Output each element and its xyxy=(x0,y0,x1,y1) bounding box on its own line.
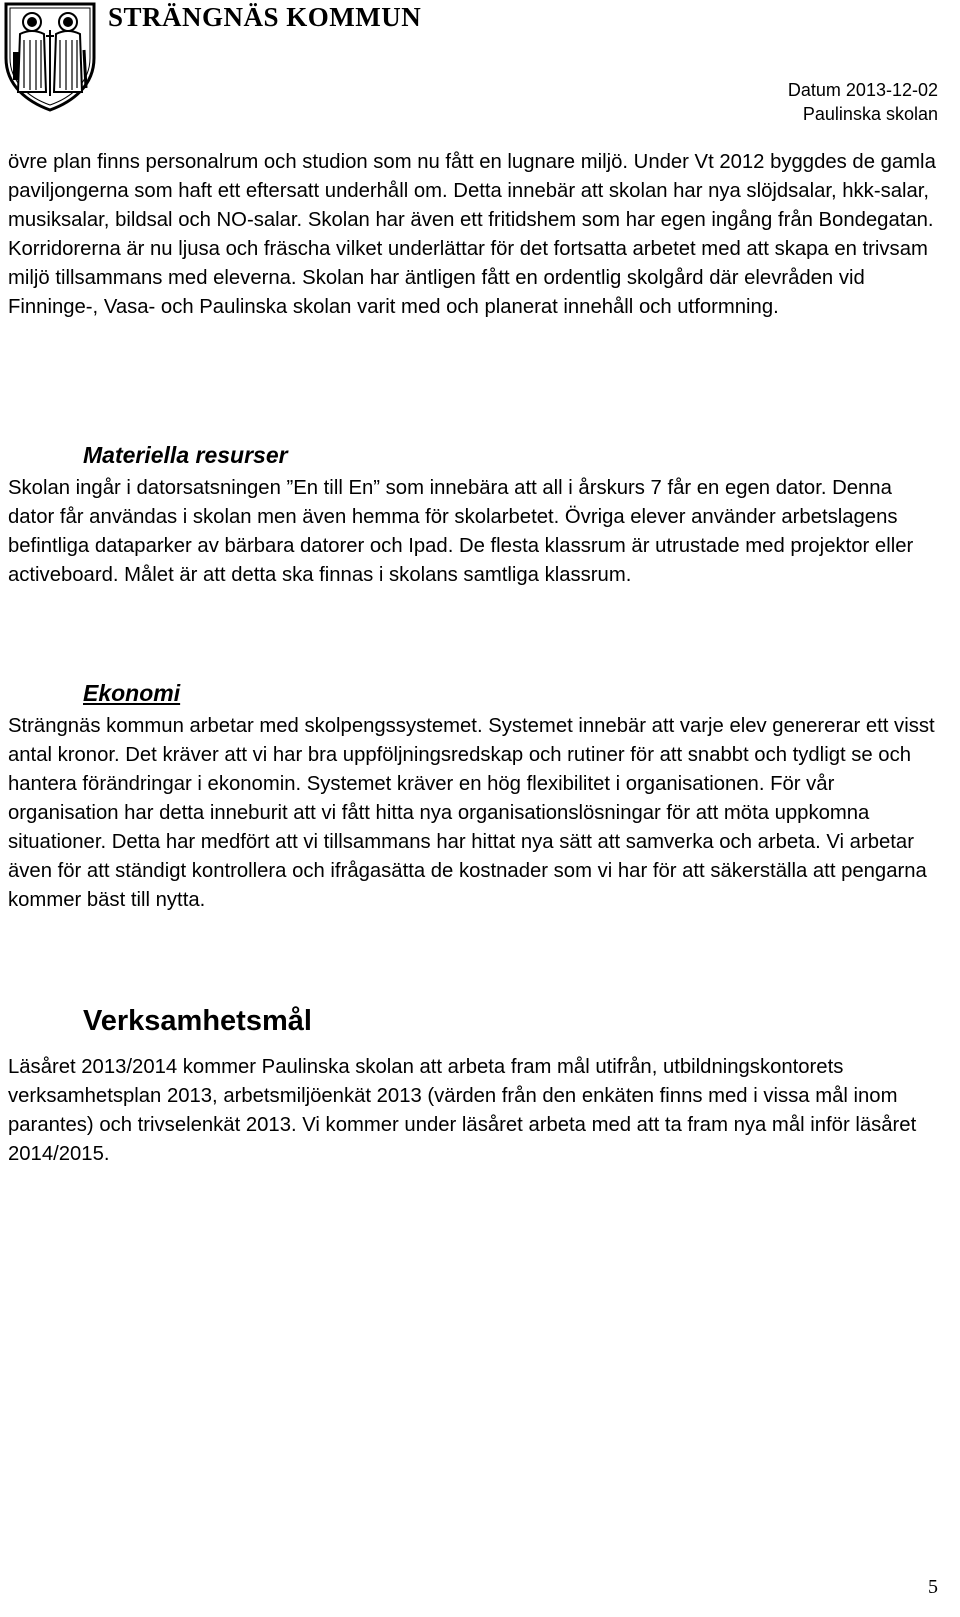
materiella-resurser-paragraph: Skolan ingår i datorsatsningen ”En till En” som innebära att all i årskurs 7 får en egen dator. Denna dator får användas i skolan men även hemma för skolarbetet. Övriga elever använder arbetslagens befintliga dataparker av bärbara datorer och Ipad. De flesta klassrum är utrustade med projektor eller activeboard. Målet är att detta ska finnas i skolans samtliga klassrum. xyxy=(8,477,914,586)
materiella-resurser-heading: Materiella resurser xyxy=(83,442,288,468)
document-body xyxy=(8,148,940,1169)
document-date: Datum 2013-12-02 xyxy=(787,80,938,100)
coat-of-arms-icon xyxy=(0,0,100,112)
intro-paragraph: övre plan finns personalrum och studion som nu fått en lugnare miljö. Under Vt 2012 byggdes de gamla paviljongerna som haft ett eftersatt underhåll om. Detta innebär att skolan har nya slöjdsalar, hkk-salar, musiksalar, bildsal och NO-salar. Skolan har även ett fritidshem som har egen ingång från Bondegatan. Korridorerna är nu ljusa och fräscha vilket underlättar för det fortsatta arbetet med att skapa en trivsam miljö tillsammans med eleverna. Skolan har äntligen fått en ordentlig skolgård där elevråden vid Finninge-, Vasa- och Paulinska skolan varit med och planerat innehåll och utformning. xyxy=(8,151,936,318)
page-number: 5 xyxy=(928,1576,938,1598)
ekonomi-heading: Ekonomi xyxy=(83,680,181,706)
school-name: Paulinska skolan xyxy=(802,104,938,124)
document-meta xyxy=(788,78,938,126)
ekonomi-paragraph: Strängnäs kommun arbetar med skolpengssystemet. Systemet innebär att varje elev genererar ett visst antal kronor. Det kräver att vi har bra uppföljningsredskap och rutiner för att snabbt och tydligt se och hantera förändringar i ekonomin. Systemet kräver en hög flexibilitet i organisationen. För vår organisation har detta inneburit att vi fått hitta nya organisationslösningar för att möta uppkomna situationer. Detta har medfört att vi tillsammans har hittat nya sätt att samverka och arbeta. Vi arbetar även för att ständigt kontrollera och ifrågasätta de kostnader som vi har för att säkerställa att pengarna kommer bäst till nytta. xyxy=(8,715,935,911)
verksamhetsmal-heading: Verksamhetsmål xyxy=(83,1005,312,1037)
verksamhetsmal-paragraph: Läsåret 2013/2014 kommer Paulinska skolan att arbeta fram mål utifrån, utbildningskontorets verksamhetsplan 2013, arbetsmiljöenkät 2013 (värden från den enkäten finns med i vissa mål inom parantes) och trivselenkät 2013. Vi kommer under läsåret arbeta med att ta fram nya mål inför läsåret 2014/2015. xyxy=(8,1056,917,1165)
organization-name: STRÄNGNÄS KOMMUN xyxy=(108,2,422,32)
